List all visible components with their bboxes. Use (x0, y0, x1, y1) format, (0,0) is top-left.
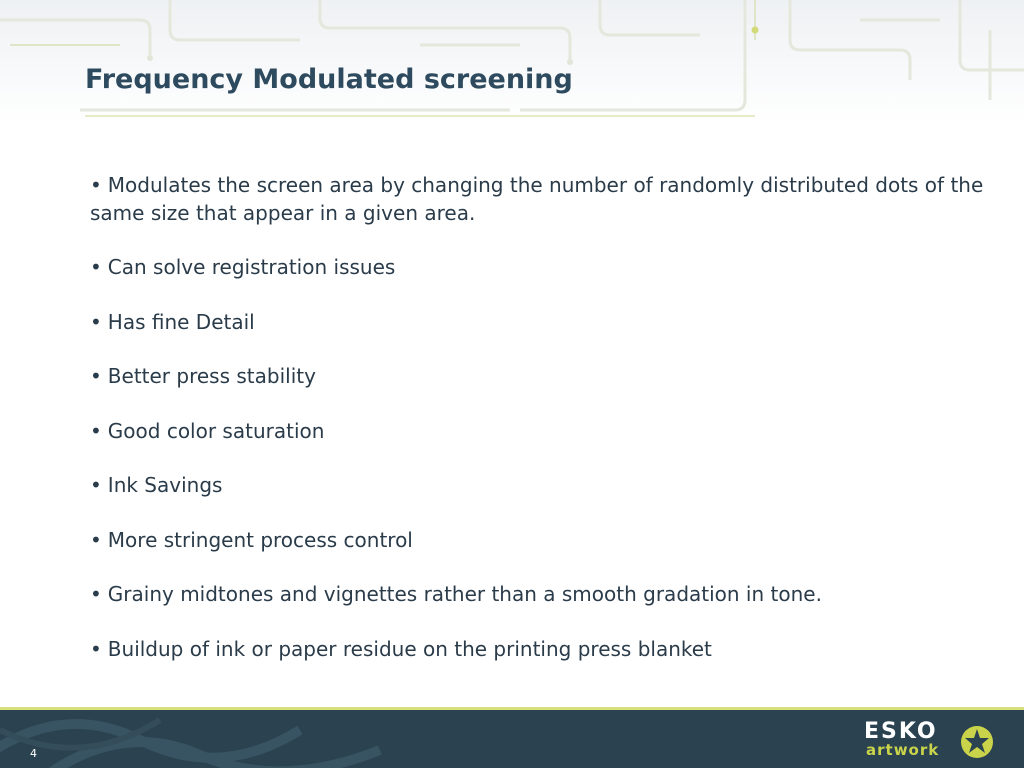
bullet-marker: • (90, 309, 102, 334)
bullet-text: Better press stability (107, 364, 316, 388)
esko-star-icon (960, 725, 994, 759)
bullet-text: Buildup of ink or paper residue on the printing press blanket (107, 636, 712, 661)
esko-artwork-logo (864, 719, 994, 763)
logo-brand-text: ESKO (864, 719, 938, 744)
bullet-text: Grainy midtones and vignettes rather than a smooth gradation in tone. (107, 582, 822, 606)
bullet-marker: • (90, 473, 102, 497)
bullet-item (90, 309, 995, 337)
bullet-marker: • (90, 582, 102, 606)
bullet-text: More stringent process control (107, 527, 413, 552)
bullet-marker: • (90, 173, 102, 197)
bullet-text: Ink Savings (107, 473, 223, 497)
bullet-marker: • (90, 636, 102, 661)
bullet-item (90, 418, 995, 446)
logo-product-text: artwork (866, 741, 940, 759)
bullet-marker: • (90, 255, 102, 279)
bullet-item (90, 527, 995, 555)
footer-bar (0, 710, 1024, 768)
bullet-list (90, 172, 995, 690)
bullet-marker: • (90, 418, 102, 443)
page-number: 4 (30, 747, 37, 760)
bullet-item (90, 363, 995, 391)
slide-title: Frequency Modulated screening (85, 64, 573, 95)
bullet-item (90, 581, 995, 609)
bullet-marker: • (90, 527, 102, 552)
bullet-text: Has fine Detail (107, 309, 255, 334)
bullet-text: Modulates the screen area by changing the number of randomly distributed dots of the same size that appear in a given area. (90, 173, 984, 225)
bullet-text: Good color saturation (107, 418, 325, 443)
bullet-item (90, 636, 995, 664)
bullet-marker: • (90, 364, 102, 388)
bullet-text: Can solve registration issues (107, 255, 396, 279)
header-decoration (0, 0, 1024, 125)
bullet-item (90, 472, 995, 500)
bullet-item (90, 254, 995, 282)
bullet-item (90, 172, 995, 227)
